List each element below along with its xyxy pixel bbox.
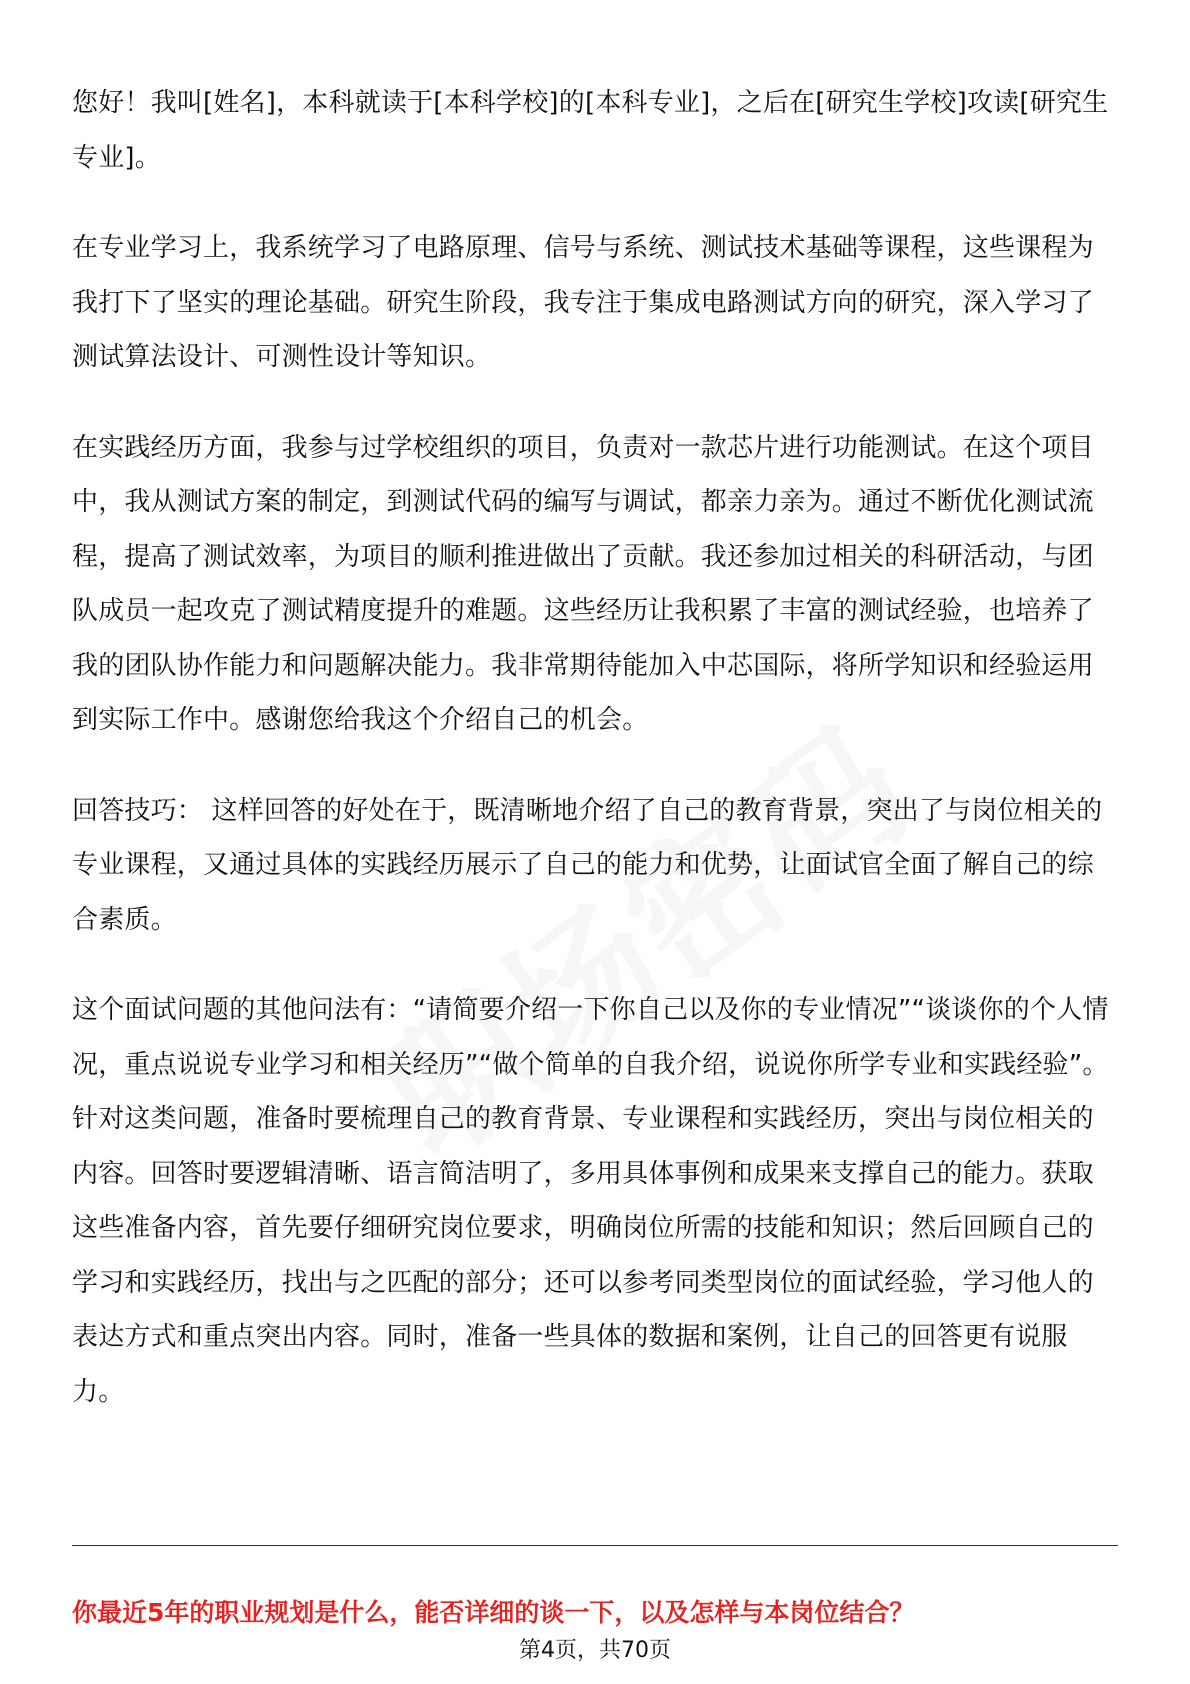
section-divider [72,1545,1118,1546]
paragraph-answer-tips: 回答技巧： 这样回答的好处在于，既清晰地介绍了自己的教育背景，突出了与岗位相关的专业课程，又通过具体的实践经历展示了自己的能力和优势，让面试官全面了解自己的综合素质。 [72,795,1103,935]
next-question-heading: 你最近5年的职业规划是什么，能否详细的谈一下，以及怎样与本岗位结合？ [72,1598,915,1627]
document-body [72,76,1118,1455]
paragraph-alternative-questions: 这个面试问题的其他问法有：“请简要介绍一下你自己以及你的专业情况”“谈谈你的个人情况，重点说说专业学习和相关经历”“做个简单的自我介绍，说说你所学专业和实践经验”。 针对这类问题，准备时要梳理自己的教育背景、专业课程和实践经历，突出与岗位相关的内容。回答时要逻辑清晰、语言简洁明了，多用具体事例和成果来支撑自己的能力。获取这些准备内容，首先要仔细研究岗位要求，明确岗位所需的技能和知识；然后回顾自己的学习和实践经历，找出与之匹配的部分；还可以参考同类型岗位的面试经验，学习他人的表达方式和重点突出内容。同时，准备一些具体的数据和案例，让自己的回答更有说服力。 [72,995,1109,1407]
paragraph-intro: 您好！我叫[姓名]，本科就读于[本科学校]的[本科专业]，之后在[研究生学校]攻读[研究生专业]。 [72,88,1109,173]
paragraph-practice: 在实践经历方面，我参与过学校组织的项目，负责对一款芯片进行功能测试。在这个项目中，我从测试方案的制定，到测试代码的编写与调试，都亲力亲为。通过不断优化测试流程，提高了测试效率，为项目的顺利推进做出了贡献。我还参加过相关的科研活动，与团队成员一起攻克了测试精度提升的难题。这些经历让我积累了丰富的测试经验，也培养了我的团队协作能力和问题解决能力。我非常期待能加入中芯国际，将所学知识和经验运用到实际工作中。感谢您给我这个介绍自己的机会。 [72,432,1094,735]
paragraph-study: 在专业学习上，我系统学习了电路原理、信号与系统、测试技术基础等课程，这些课程为我打下了坚实的理论基础。研究生阶段，我专注于集成电路测试方向的研究，深入学习了测试算法设计、可测性设计等知识。 [72,233,1094,372]
page-number: 第4页，共70页 [519,1638,671,1663]
